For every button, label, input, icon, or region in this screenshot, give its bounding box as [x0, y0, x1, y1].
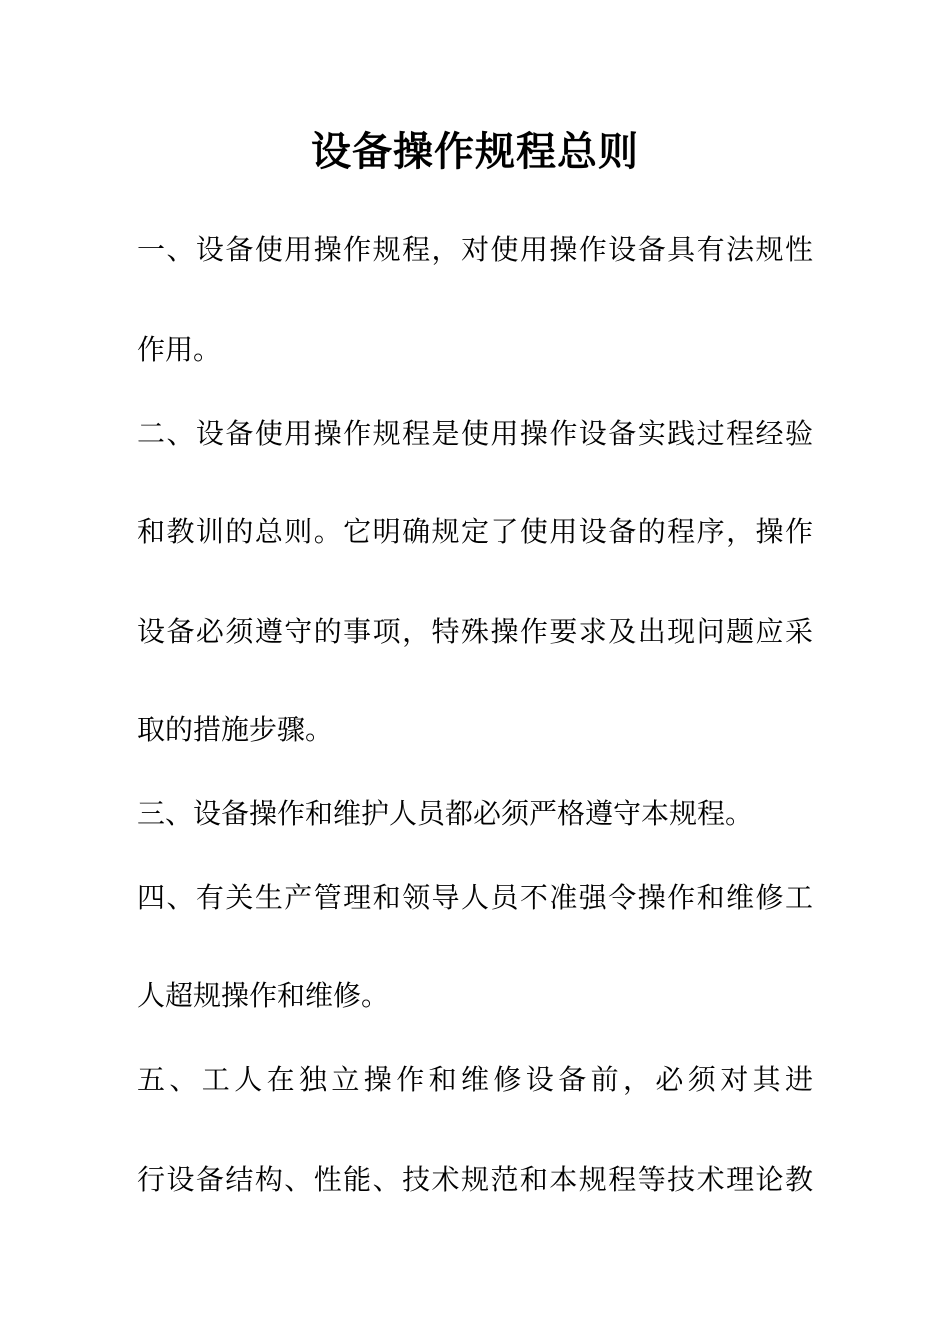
paragraph-line: 人超规操作和维修。	[137, 979, 390, 1012]
paragraph-line: 三、设备操作和维护人员都必须严格遵守本规程。	[137, 797, 754, 830]
paragraph-line: 取的措施步骤。	[137, 713, 334, 746]
paragraph-line: 行设备结构、性能、技术规范和本规程等技术理论教	[137, 1163, 813, 1196]
paragraph-line: 四、有关生产管理和领导人员不准强令操作和维修工	[137, 881, 813, 914]
paragraph-line: 和教训的总则。它明确规定了使用设备的程序，操作	[137, 515, 813, 548]
paragraph-line: 五、工人在独立操作和维修设备前，必须对其进	[137, 1063, 813, 1096]
paragraph-line: 设备必须遵守的事项，特殊操作要求及出现问题应采	[137, 615, 813, 648]
document-title: 设备操作规程总则	[311, 128, 639, 175]
paragraph-line: 一、设备使用操作规程，对使用操作设备具有法规性	[137, 233, 813, 266]
paragraph-line: 作用。	[137, 333, 222, 366]
paragraph-line: 二、设备使用操作规程是使用操作设备实践过程经验	[137, 417, 813, 450]
